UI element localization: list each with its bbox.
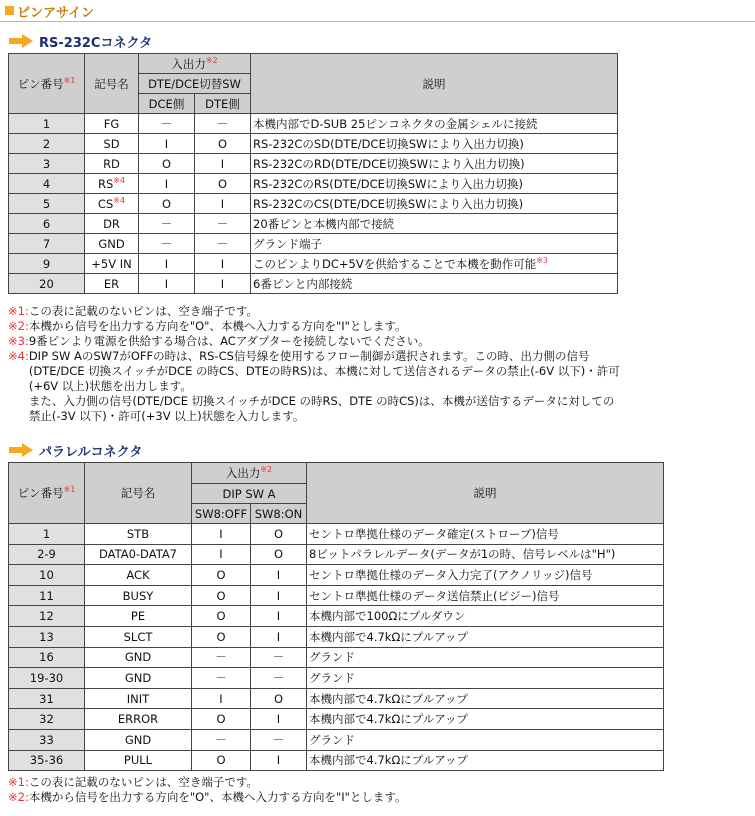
io-cell-b: I: [251, 750, 307, 771]
pin-cell: 16: [9, 647, 85, 668]
io-cell-a: I: [139, 274, 195, 294]
io-cell-a: O: [192, 606, 251, 627]
pin-cell: 4: [9, 174, 85, 194]
description-cell: グランド: [307, 729, 664, 750]
io-cell-a: O: [139, 194, 195, 214]
io-cell-b: －: [251, 729, 307, 750]
description-cell: グランド端子: [251, 234, 618, 254]
description-cell: 8ビットパラレルデータ(データが1の時、信号レベルは"H"): [307, 544, 664, 565]
io-cell-a: O: [192, 626, 251, 647]
io-cell-b: －: [195, 234, 251, 254]
signal-cell: RD: [85, 154, 139, 174]
pin-cell: 19-30: [9, 668, 85, 689]
io-cell-a: O: [192, 709, 251, 730]
footnote: ※2: 本機から信号を出力する方向を"O"、本機へ入力する方向を"I"とします。: [8, 790, 407, 804]
signal-cell: GND: [85, 647, 192, 668]
io-cell-b: I: [251, 585, 307, 606]
io-cell-a: O: [192, 565, 251, 586]
io-cell-a: I: [139, 254, 195, 274]
table-row: [9, 134, 618, 154]
description-cell: グランド: [307, 668, 664, 689]
arrow-right-icon: [8, 442, 34, 458]
column-header-switch: DTE/DCE切替SW: [139, 74, 251, 94]
footnote: ※4: DIP SW AのSW7がOFFの時は、RS-CS信号線を使用するフロー制御が選択されます。この時、出力側の信号 (DTE/DCE 切換スイッチがDCE の時CS、DTEの時RS)は、本機に対して送信されるデータの禁止(-6V 以下)・許可 (+6V 以上)状態を出力します。 また、入力側の信号(DTE/DCE 切換スイッチがDCE の時RS、DTE の時CS)は、本機が送信するデータに対しての 禁止(-3V 以下)・許可(+3V 以上)状態を入力します。: [8, 349, 620, 423]
column-header-description: 説明: [307, 463, 664, 524]
table-row: [9, 626, 664, 647]
io-cell-b: I: [195, 154, 251, 174]
table-row: [9, 688, 664, 709]
table-row: [9, 524, 664, 545]
io-cell-a: I: [192, 688, 251, 709]
signal-cell: +5V IN: [85, 254, 139, 274]
column-header-description: 説明: [251, 54, 618, 114]
table-row: [9, 606, 664, 627]
description-cell: 本機内部で4.7kΩにプルアップ: [307, 709, 664, 730]
table-row: [9, 544, 664, 565]
pin-cell: 7: [9, 234, 85, 254]
parallel-pin-table: [8, 462, 664, 771]
description-cell: 20番ピンと本機内部で接続: [251, 214, 618, 234]
pin-cell: 33: [9, 729, 85, 750]
pin-cell: 10: [9, 565, 85, 586]
description-cell: RS-232CのRD(DTE/DCE切換SWにより入出力切換): [251, 154, 618, 174]
description-cell: セントロ準拠仕様のデータ確定(ストローブ)信号: [307, 524, 664, 545]
signal-cell: ACK: [85, 565, 192, 586]
table-row: [9, 154, 618, 174]
io-cell-b: O: [251, 524, 307, 545]
square-bullet-icon: [5, 6, 14, 15]
pin-cell: 20: [9, 274, 85, 294]
table-row: [9, 194, 618, 214]
parallel-notes: [8, 775, 407, 805]
section-title-rs232c: RS-232Cコネクタ: [39, 36, 153, 51]
signal-cell: CS$^{※4}$: [85, 194, 139, 214]
signal-cell: PE: [85, 606, 192, 627]
io-cell-b: －: [251, 668, 307, 689]
table-row: [9, 750, 664, 771]
io-cell-a: I: [192, 524, 251, 545]
description-cell: RS-232CのRS(DTE/DCE切換SWにより入出力切換): [251, 174, 618, 194]
pin-cell: 32: [9, 709, 85, 730]
io-cell-a: －: [139, 214, 195, 234]
description-cell: RS-232CのCS(DTE/DCE切換SWにより入出力切換): [251, 194, 618, 214]
page-title: ピンアサイン: [17, 6, 95, 21]
signal-cell: DATA0-DATA7: [85, 544, 192, 565]
io-cell-a: I: [192, 544, 251, 565]
pin-cell: 12: [9, 606, 85, 627]
column-header-dce: DCE側: [139, 94, 195, 114]
io-cell-b: I: [251, 626, 307, 647]
pin-cell: 31: [9, 688, 85, 709]
table-row: [9, 729, 664, 750]
io-cell-a: －: [192, 729, 251, 750]
rs232c-notes: [8, 304, 620, 424]
io-cell-b: O: [251, 688, 307, 709]
description-cell: このピンよりDC+5Vを供給することで本機を動作可能$^{※3}$: [251, 254, 618, 274]
signal-cell: SD: [85, 134, 139, 154]
column-header-sw8-on: SW8:ON: [251, 504, 307, 524]
section-title-parallel: パラレルコネクタ: [39, 445, 143, 460]
signal-cell: RS$^{※4}$: [85, 174, 139, 194]
io-cell-a: O: [139, 154, 195, 174]
pin-cell: 13: [9, 626, 85, 647]
signal-cell: DR: [85, 214, 139, 234]
footnote: ※1: この表に記載のないピンは、空き端子です。: [8, 304, 258, 318]
arrow-right-icon: [8, 33, 34, 49]
page-header: [0, 0, 755, 22]
footnote: ※2: 本機から信号を出力する方向を"O"、本機へ入力する方向を"I"とします。: [8, 319, 407, 333]
column-header-pin: ピン番号$^{※1}$: [9, 54, 85, 114]
io-cell-a: I: [139, 174, 195, 194]
pin-cell: 11: [9, 585, 85, 606]
pin-cell: 3: [9, 154, 85, 174]
description-cell: 本機内部で4.7kΩにプルアップ: [307, 626, 664, 647]
pin-cell: 2: [9, 134, 85, 154]
io-cell-a: －: [192, 647, 251, 668]
description-cell: 本機内部で100Ωにプルダウン: [307, 606, 664, 627]
table-row: [9, 709, 664, 730]
io-cell-b: I: [251, 606, 307, 627]
column-header-switch: DIP SW A: [192, 484, 307, 504]
description-cell: RS-232CのSD(DTE/DCE切換SWにより入出力切換): [251, 134, 618, 154]
table-row: [9, 214, 618, 234]
pin-cell: 35-36: [9, 750, 85, 771]
description-cell: 本機内部で4.7kΩにプルアップ: [307, 750, 664, 771]
signal-cell: FG: [85, 114, 139, 134]
signal-cell: STB: [85, 524, 192, 545]
signal-cell: GND: [85, 668, 192, 689]
pin-cell: 2-9: [9, 544, 85, 565]
description-cell: 本機内部でD-SUB 25ピンコネクタの金属シェルに接続: [251, 114, 618, 134]
table-row: [9, 174, 618, 194]
io-cell-b: I: [251, 565, 307, 586]
io-cell-a: －: [139, 114, 195, 134]
column-header-io: 入出力$^{※2}$: [192, 463, 307, 484]
io-cell-a: －: [139, 234, 195, 254]
column-header-signal: 記号名: [85, 54, 139, 114]
pin-cell: 6: [9, 214, 85, 234]
io-cell-b: －: [251, 647, 307, 668]
table-row: [9, 585, 664, 606]
footnote: ※3: 9番ピンより電源を供給する場合は、ACアダプターを接続しないでください。: [8, 334, 430, 348]
description-cell: セントロ準拠仕様のデータ入力完了(アクノリッジ)信号: [307, 565, 664, 586]
table-row: [9, 274, 618, 294]
signal-cell: GND: [85, 234, 139, 254]
io-cell-b: I: [195, 254, 251, 274]
column-header-dte: DTE側: [195, 94, 251, 114]
io-cell-b: O: [251, 544, 307, 565]
table-row: [9, 565, 664, 586]
column-header-io: 入出力$^{※2}$: [139, 54, 251, 74]
signal-cell: GND: [85, 729, 192, 750]
io-cell-b: －: [195, 114, 251, 134]
signal-cell: ERROR: [85, 709, 192, 730]
description-cell: 本機内部で4.7kΩにプルアップ: [307, 688, 664, 709]
io-cell-a: O: [192, 585, 251, 606]
io-cell-a: O: [192, 750, 251, 771]
io-cell-b: I: [195, 274, 251, 294]
io-cell-b: O: [195, 174, 251, 194]
signal-cell: PULL: [85, 750, 192, 771]
column-header-pin: ピン番号$^{※1}$: [9, 463, 85, 524]
column-header-signal: 記号名: [85, 463, 192, 524]
io-cell-b: －: [195, 214, 251, 234]
column-header-sw8-off: SW8:OFF: [192, 504, 251, 524]
io-cell-b: I: [195, 194, 251, 214]
io-cell-a: I: [139, 134, 195, 154]
signal-cell: BUSY: [85, 585, 192, 606]
pin-cell: 1: [9, 524, 85, 545]
rs232c-pin-table: [8, 53, 618, 294]
table-row: [9, 647, 664, 668]
description-cell: セントロ準拠仕様のデータ送信禁止(ビジー)信号: [307, 585, 664, 606]
io-cell-a: －: [192, 668, 251, 689]
io-cell-b: O: [195, 134, 251, 154]
table-row: [9, 254, 618, 274]
pin-cell: 1: [9, 114, 85, 134]
io-cell-b: I: [251, 709, 307, 730]
table-row: [9, 234, 618, 254]
footnote: ※1: この表に記載のないピンは、空き端子です。: [8, 775, 258, 789]
description-cell: 6番ピンと内部接続: [251, 274, 618, 294]
table-row: [9, 114, 618, 134]
table-row: [9, 668, 664, 689]
pin-cell: 5: [9, 194, 85, 214]
signal-cell: INIT: [85, 688, 192, 709]
signal-cell: ER: [85, 274, 139, 294]
description-cell: グランド: [307, 647, 664, 668]
pin-cell: 9: [9, 254, 85, 274]
signal-cell: SLCT: [85, 626, 192, 647]
